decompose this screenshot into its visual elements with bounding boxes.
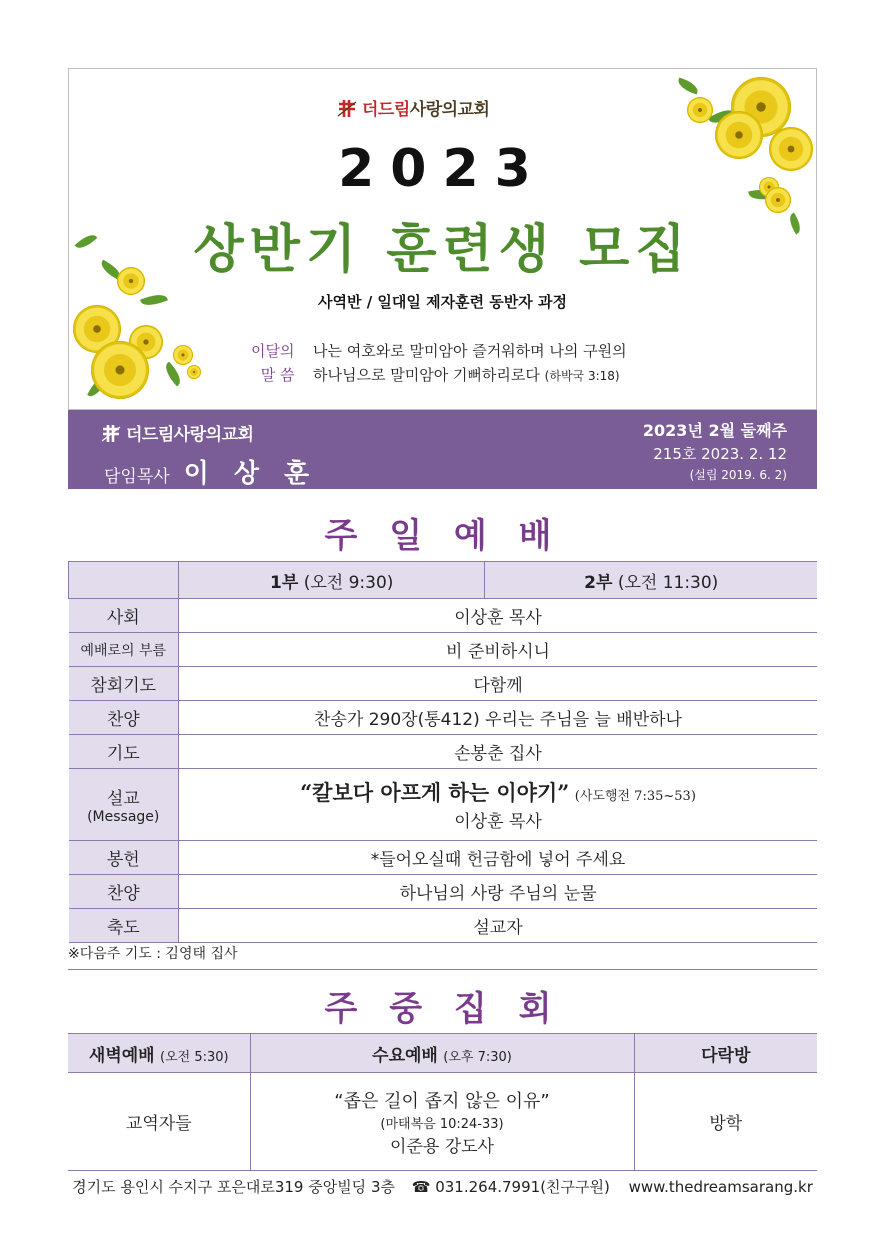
header-second-service: 2부 (오전 11:30) bbox=[485, 562, 817, 599]
row-value: *들어오실때 헌금함에 넣어 주세요 bbox=[179, 841, 818, 875]
row-value: 하나님의 사랑 주님의 눈물 bbox=[179, 875, 818, 909]
banner-title: 상반기 훈련생 모집 bbox=[193, 220, 692, 280]
logo-text-red: 더드림 bbox=[362, 100, 410, 120]
banner-subtitle: 사역반 / 일대일 제자훈련 동반자 과정 bbox=[318, 293, 567, 311]
row-value: 손봉춘 집사 bbox=[179, 735, 818, 769]
header-empty-cell bbox=[69, 562, 179, 599]
church-logo-white bbox=[100, 420, 253, 445]
dawn-leader: 교역자들 bbox=[68, 1073, 250, 1171]
table-row bbox=[68, 1073, 817, 1171]
church-website-link[interactable]: www.thedreamsarang.kr bbox=[628, 1178, 813, 1196]
weekday-meetings-title: 주 중 집 회 bbox=[324, 989, 562, 1029]
wednesday-sermon bbox=[250, 1073, 634, 1171]
header-wednesday-service: 수요예배 (오후 7:30) bbox=[250, 1034, 634, 1073]
verse-line-1: 나는 여호와로 말미암아 즐거워하며 나의 구원의 bbox=[313, 342, 627, 360]
cross-logo-icon bbox=[100, 423, 122, 443]
church-phone: ☎ 031.264.7991(친구구원) bbox=[411, 1178, 610, 1196]
row-label: 예배로의 부름 bbox=[69, 633, 179, 667]
row-label: 기도 bbox=[69, 735, 179, 769]
table-row bbox=[69, 701, 818, 735]
table-header-row bbox=[68, 1034, 817, 1073]
table-row bbox=[69, 841, 818, 875]
cross-logo-icon bbox=[336, 98, 358, 118]
header-small-group: 다락방 bbox=[634, 1034, 817, 1073]
small-group-status: 방학 bbox=[634, 1073, 817, 1171]
senior-pastor bbox=[104, 453, 317, 490]
wednesday-sermon-title: “좁은 길이 좁지 않은 이유” bbox=[334, 1090, 550, 1112]
sermon-label: 설교 (Message) bbox=[69, 769, 179, 841]
verse-reference: (하박국 3:18) bbox=[544, 369, 620, 383]
table-row bbox=[69, 735, 818, 769]
table-header-row bbox=[69, 562, 818, 599]
pastor-label: 담임목사 bbox=[104, 467, 170, 487]
established-date: (설립 2019. 6. 2) bbox=[689, 468, 787, 482]
row-value: 비 준비하시니 bbox=[179, 633, 818, 667]
sermon-preacher: 이상훈 목사 bbox=[454, 812, 542, 832]
sermon-row bbox=[69, 769, 818, 841]
sunday-worship-table bbox=[68, 561, 817, 943]
church-logo bbox=[336, 95, 489, 120]
table-row bbox=[69, 875, 818, 909]
row-value: 이상훈 목사 bbox=[179, 599, 818, 633]
row-value: 다함께 bbox=[179, 667, 818, 701]
verse-label-line-1: 이달의 bbox=[251, 342, 295, 360]
table-row bbox=[69, 909, 818, 943]
table-row bbox=[69, 599, 818, 633]
row-label: 참회기도 bbox=[69, 667, 179, 701]
logo-text-dark: 사랑의교회 bbox=[409, 100, 490, 120]
banner-year: 2023 bbox=[338, 139, 547, 199]
footer bbox=[68, 1176, 817, 1197]
row-label: 사회 bbox=[69, 599, 179, 633]
verse-text bbox=[313, 339, 627, 388]
verse-line-2: 하나님으로 말미암아 기뻐하리로다 (하박국 3:18) bbox=[313, 366, 620, 384]
row-label: 찬양 bbox=[69, 875, 179, 909]
pastor-name: 이 상 훈 bbox=[183, 459, 318, 489]
sunday-worship-title: 주 일 예 배 bbox=[324, 516, 562, 556]
verse-label-line-2: 말 씀 bbox=[260, 366, 295, 384]
logo-text-white: 더드림사랑의교회 bbox=[126, 425, 254, 445]
issue-info bbox=[643, 418, 787, 483]
sermon-scripture: (사도행전 7:35~53) bbox=[574, 789, 696, 804]
sermon-detail bbox=[179, 769, 818, 841]
recruitment-banner bbox=[68, 68, 817, 410]
header-dawn-service: 새벽예배 (오전 5:30) bbox=[68, 1034, 250, 1073]
weekday-meetings-table bbox=[68, 1033, 817, 1171]
sermon-title: “칼보다 아프게 하는 이야기” bbox=[300, 780, 570, 805]
table-row bbox=[69, 633, 818, 667]
row-label: 축도 bbox=[69, 909, 179, 943]
row-label: 찬양 bbox=[69, 701, 179, 735]
header-first-service: 1부 (오전 9:30) bbox=[179, 562, 485, 599]
row-value: 설교자 bbox=[179, 909, 818, 943]
issue-week: 2023년 2월 둘째주 bbox=[642, 421, 787, 440]
wednesday-sermon-speaker: 이준용 강도사 bbox=[390, 1136, 494, 1157]
next-week-prayer-note: ※다음주 기도 : 김영태 집사 bbox=[68, 943, 817, 970]
church-address: 경기도 용인시 수지구 포은대로319 중앙빌딩 3층 bbox=[72, 1178, 395, 1196]
table-row bbox=[69, 667, 818, 701]
row-value: 찬송가 290장(통412) 우리는 주님을 늘 배반하나 bbox=[179, 701, 818, 735]
issue-number: 215호 2023. 2. 12 bbox=[653, 445, 787, 463]
verse-label bbox=[251, 339, 294, 387]
wednesday-sermon-scripture: (마태복음 10:24-33) bbox=[380, 1116, 504, 1132]
row-label: 봉헌 bbox=[69, 841, 179, 875]
bulletin-info-bar bbox=[68, 410, 817, 489]
